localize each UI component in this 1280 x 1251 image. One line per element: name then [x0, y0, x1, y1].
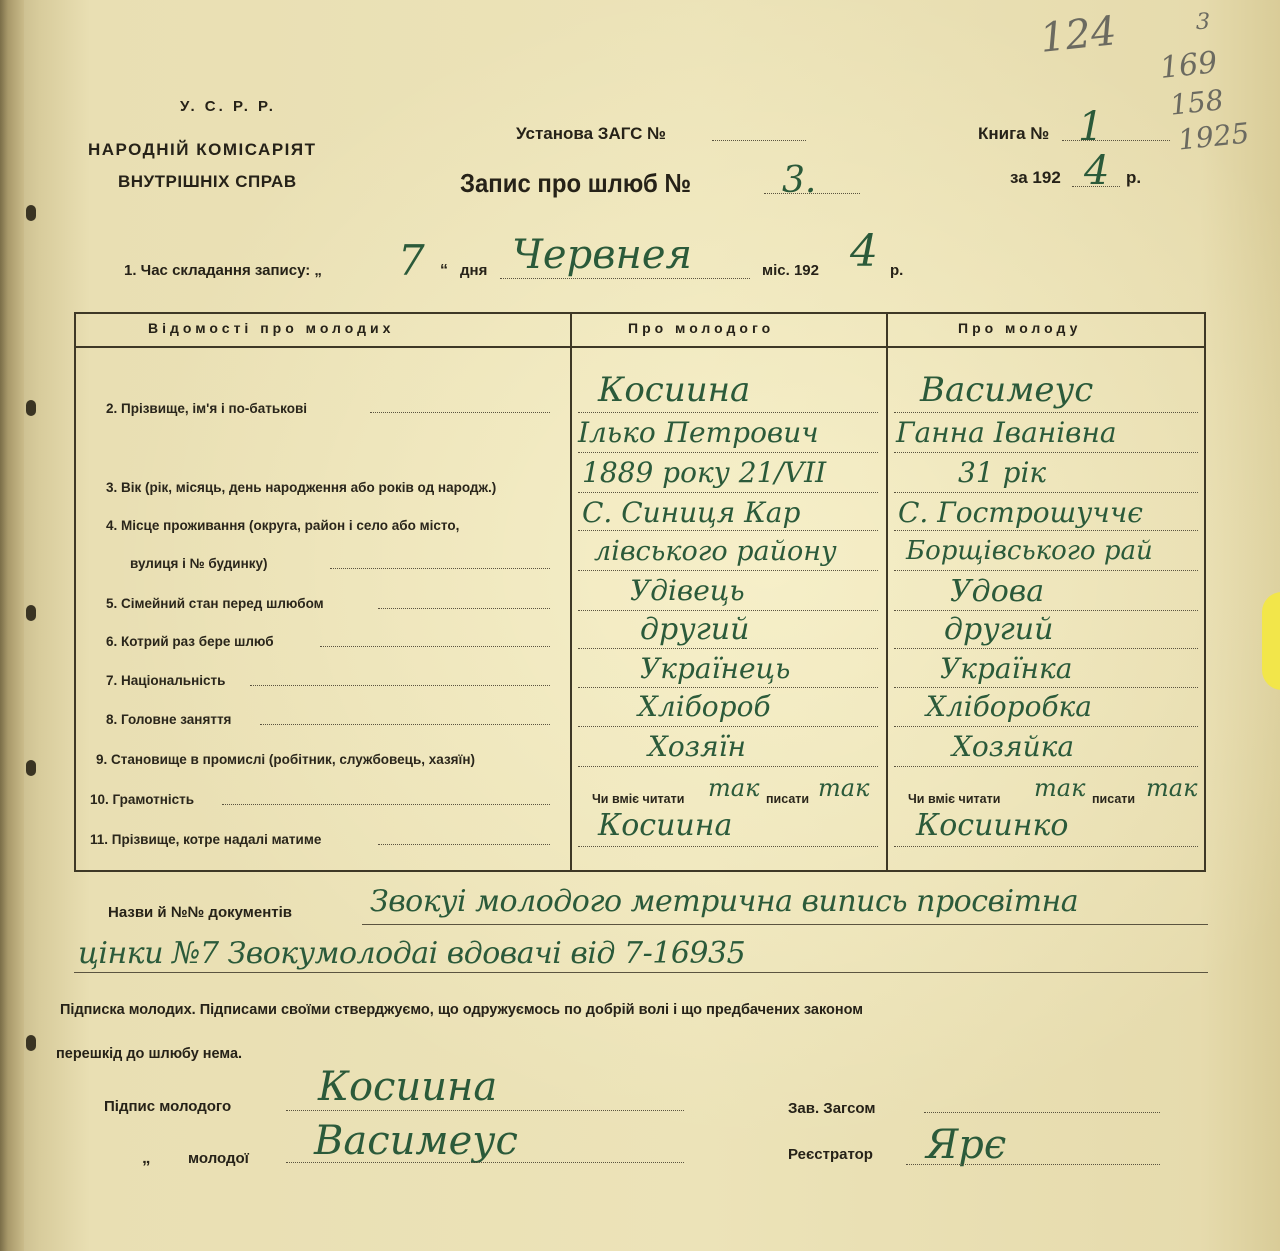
- bride-line-2: [894, 452, 1198, 453]
- row-label-2: 2. Прізвище, ім'я і по-батькові: [106, 401, 308, 416]
- groom-line-3: [578, 492, 878, 493]
- documents-line-1: Звокуі молодого метрична випись просвітна: [370, 884, 1079, 919]
- documents-underline-2: [74, 972, 1208, 973]
- year-suffix: р.: [1126, 168, 1142, 187]
- book-number-line: [1062, 140, 1170, 141]
- leader-11: [378, 844, 550, 845]
- line1-month: Червнея: [512, 232, 692, 278]
- groom-write-value: так: [818, 774, 870, 802]
- groom-status: Хозяїн: [648, 730, 746, 763]
- groom-line-7: [578, 648, 878, 649]
- groom-line-4: [578, 530, 878, 531]
- bride-line-10: [894, 766, 1198, 767]
- bride-name: Ганна Іванівна: [896, 416, 1117, 449]
- record-number: 3.: [782, 160, 817, 201]
- groom-line-10: [578, 766, 878, 767]
- bride-line-5: [894, 570, 1198, 571]
- document-page: 124 3 169 158 1925 У. С. Р. Р. НАРОДНІЙ КОМІСАРІЯТ ВНУТРІШНІХ СПРАВ Установа ЗАГС № Запис про шлюб № 3. Книга № 1 за 192 4 р. 1. Час складання запису: „ 7 “ дня Червнея міс. 192 4 р. Відомості про молодих Про молодого Про молоду 2. Прізвище, ім'я і по-батькові 3. Вік (рік, місяць, день народження або років од народж.) 4. Місце проживання (округа, район і село або місто, вулиця і № будинку) 5. Сімейний стан перед шлюбом 6. Котрий раз бере шлюб 7. Національність 8. Головне заняття 9. Становище в промислі (робітник, службовець, хазяїн) 10. Грамотність 11. Прізвище, котре надалі матиме Косиина Ілько Петрович 1889 року 21/VII С. Синиця Кар лівського району Удівець другий Українець Хлібороб Хозяїн Косиина Васимеус Ганна Іванівна 31 рік С. Гострошуччє Борщівського рай Удова другий Українка Хліборобка Хозяйка Косиинко Чи вміє читати так писати так Чи вміє читати так писати так Назви й №№ документів Звокуі молодого метрична випись просвітна цінки №7 Звокумолодаі вдовачі від 7-16935 Підписка молодих. Підписами своїми стверджуємо, що одружуємось по добрій волі і що предбачених законом перешкід до шлюбу нема. Підпис молодого Косиина „ молодої Васимеус Зав. Загсом Реєстратор Ярє: [0, 0, 1280, 1251]
- zags-label: Установа ЗАГС №: [516, 124, 667, 143]
- bride-marital-status: Удова: [950, 574, 1045, 609]
- corner-mark-a: 124: [1037, 8, 1119, 62]
- header-department: ВНУТРІШНІХ СПРАВ: [118, 172, 297, 191]
- bride-line-4: [894, 530, 1198, 531]
- groom-age: 1889 року 21/VII: [582, 456, 827, 489]
- statement-line-2: перешкід до шлюбу нема.: [56, 1046, 243, 1062]
- row-label-4: 4. Місце проживання (округа, район і село або місто,: [106, 518, 460, 533]
- bride-occupation: Хліборобка: [926, 690, 1092, 723]
- col-info-header: Відомості про молодих: [148, 320, 395, 336]
- leader-10: [222, 804, 550, 805]
- bride-signature-label: молодої: [188, 1150, 249, 1167]
- leader-2: [370, 412, 550, 413]
- table-header-line: [74, 346, 1204, 348]
- corner-mark-e: 1925: [1176, 116, 1251, 157]
- row-label-3: 3. Вік (рік, місяць, день народження або років од народж.): [106, 480, 497, 495]
- documents-label: Назви й №№ документів: [108, 904, 292, 921]
- corner-mark-d: 158: [1168, 83, 1226, 122]
- col-bride-header: Про молоду: [958, 320, 1082, 336]
- groom-residence-1: С. Синиця Кар: [582, 496, 801, 529]
- bride-status: Хозяйка: [952, 730, 1075, 763]
- year-digit: 4: [1084, 148, 1110, 194]
- bride-line-6: [894, 610, 1198, 611]
- groom-read-label: Чи вміє читати: [592, 792, 685, 806]
- row-label-7: 7. Національність: [106, 673, 226, 688]
- line1-suffix: р.: [890, 262, 904, 279]
- groom-residence-2: лівського району: [594, 536, 837, 567]
- bride-surname: Васимеус: [920, 370, 1094, 410]
- leader-4b: [330, 568, 550, 569]
- row-label-6: 6. Котрий раз бере шлюб: [106, 634, 274, 649]
- groom-occupation: Хлібороб: [638, 690, 771, 723]
- bride-line-3: [894, 492, 1198, 493]
- groom-marriage-count: другий: [640, 612, 750, 647]
- bride-line-7: [894, 648, 1198, 649]
- bride-line-1: [894, 412, 1198, 413]
- bride-signature-line: [286, 1162, 684, 1163]
- documents-underline-1: [362, 924, 1208, 925]
- groom-read-value: так: [708, 774, 760, 802]
- table-col-divider-2: [886, 312, 888, 870]
- statement-line-1: Підписка молодих. Підписами своїми стверджуємо, що одружуємось по добрій волі і що предбачених законом: [60, 1002, 864, 1018]
- row-label-4b: вулиця і № будинку): [130, 556, 268, 571]
- row-label-11: 11. Прізвище, котре надалі матиме: [90, 832, 322, 847]
- groom-surname: Косиина: [598, 370, 751, 410]
- line1-month-word: міс. 192: [762, 262, 819, 279]
- groom-nationality: Українець: [640, 652, 791, 685]
- yellow-tab: [1262, 592, 1280, 690]
- groom-write-label: писати: [766, 792, 810, 806]
- year-line: [1072, 186, 1120, 187]
- row-label-10: 10. Грамотність: [90, 792, 195, 807]
- groom-line-8: [578, 687, 878, 688]
- leader-6: [320, 646, 550, 647]
- year-label: за 192: [1010, 168, 1061, 187]
- line1-label: 1. Час складання запису: „: [124, 262, 322, 279]
- bride-signature-prefix: „: [142, 1148, 151, 1167]
- groom-signature-line: [286, 1110, 684, 1111]
- line1-year-digit: 4: [850, 226, 878, 277]
- bride-residence-1: С. Гострошуччє: [898, 496, 1143, 529]
- groom-line-11: [578, 846, 878, 847]
- bride-signature: Васимеус: [314, 1118, 518, 1164]
- documents-line-2: цінки №7 Звокумолодаі вдовачі від 7-16935: [78, 936, 746, 971]
- groom-line-9: [578, 726, 878, 727]
- line1-month-line: [500, 278, 750, 279]
- bride-line-9: [894, 726, 1198, 727]
- book-label: Книга №: [978, 124, 1050, 143]
- record-number-line: [764, 193, 860, 194]
- bride-future-surname: Косиинко: [916, 808, 1069, 843]
- zags-number-line: [712, 140, 806, 141]
- bride-line-11: [894, 846, 1198, 847]
- row-label-9: 9. Становище в промислі (робітник, службовець, хазяїн): [96, 752, 475, 767]
- bride-read-value: так: [1034, 774, 1086, 802]
- line1-day: 7: [398, 236, 425, 285]
- groom-future-surname: Косиина: [598, 808, 733, 843]
- groom-name: Ілько Петрович: [578, 416, 819, 449]
- bride-line-8: [894, 687, 1198, 688]
- header-ussr: У. С. Р. Р.: [180, 98, 276, 115]
- bride-write-value: так: [1146, 774, 1198, 802]
- corner-mark-b: 3: [1196, 10, 1210, 35]
- line1-day-word: дня: [460, 262, 488, 279]
- bride-write-label: писати: [1092, 792, 1136, 806]
- bride-read-label: Чи вміє читати: [908, 792, 1001, 806]
- head-signature-line: [924, 1112, 1160, 1113]
- col-groom-header: Про молодого: [628, 320, 775, 336]
- bride-age: 31 рік: [958, 456, 1047, 489]
- groom-line-1: [578, 412, 878, 413]
- record-title: Запис про шлюб №: [460, 168, 692, 198]
- head-label: Зав. Загсом: [788, 1100, 876, 1117]
- leader-8: [260, 724, 550, 725]
- leader-7: [250, 685, 550, 686]
- bride-marriage-count: другий: [944, 612, 1054, 647]
- registrar-signature: Ярє: [926, 1122, 1007, 1168]
- bride-nationality: Українка: [940, 652, 1073, 685]
- row-label-8: 8. Головне заняття: [106, 712, 232, 727]
- corner-mark-c: 169: [1158, 45, 1219, 86]
- leader-5: [378, 608, 550, 609]
- table-col-divider-1: [570, 312, 572, 870]
- groom-line-6: [578, 610, 878, 611]
- book-number: 1: [1078, 104, 1104, 150]
- book-binding: [0, 0, 24, 1251]
- groom-line-5: [578, 570, 878, 571]
- groom-signature: Косиина: [318, 1064, 498, 1110]
- groom-signature-label: Підпис молодого: [104, 1098, 232, 1115]
- groom-marital-status: Удівець: [630, 574, 745, 607]
- header-commissariat: НАРОДНІЙ КОМІСАРІЯТ: [88, 140, 317, 159]
- groom-line-2: [578, 452, 878, 453]
- bride-residence-2: Борщівського рай: [906, 536, 1153, 566]
- registrar-signature-line: [906, 1164, 1160, 1165]
- registrar-label: Реєстратор: [788, 1146, 873, 1163]
- row-label-5: 5. Сімейний стан перед шлюбом: [106, 596, 324, 611]
